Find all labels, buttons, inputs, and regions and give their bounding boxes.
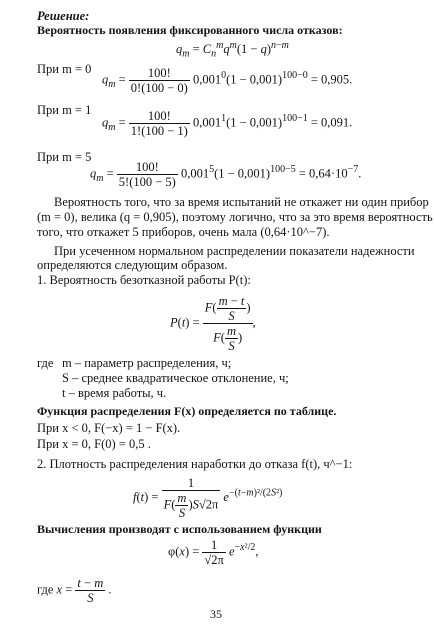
page-number: 35 [210, 607, 222, 621]
condition-negative: При x < 0, F(−x) = 1 − F(x). [37, 421, 181, 435]
legend-m: m – параметр распределения, ч; [62, 356, 232, 370]
legend-s: S – среднее квадратическое отклонение, ч; [62, 371, 289, 385]
where-x: где x = $\frac{t - m}{S}$ . [37, 576, 112, 605]
condition-zero: При x = 0, F(0) = 0,5 . [37, 437, 151, 451]
formula-q-general: $q_m = C_n^mq^m(1 - q)^{n-m}$ [176, 40, 289, 60]
calc-line: Вычисления производят с использованием функции [37, 522, 322, 536]
legend-where: где [37, 356, 54, 370]
formula-case-m1: $q_m$ = $\frac{100!}{1!(100 - 1)}$ $0,001^1(1 - 0,001)^{100-1} = 0,091$. [102, 109, 353, 138]
function-line: Функция распределения F(x) определяется по таблице. [37, 404, 337, 418]
case-m5-label: При m = 5 [37, 150, 92, 164]
conclusion-line-1: Вероятность того, что за время испытаний не откажет ни один прибор [54, 195, 429, 209]
case-m0-label: При m = 0 [37, 62, 92, 76]
item-1-title: 1. Вероятность безотказной работы P(t): [37, 273, 251, 287]
formula-reliability: P(t) = F( $\frac{m - t}{S}$ ) F( $\frac{m}{S}$ ) , [170, 294, 256, 353]
formula-case-m5: $q_m$ = $\frac{100!}{5!(100 - 5)}$ $0,001^5(1 - 0,001)^{100-5} = 0,64\cdot 10^{-7}$. [90, 160, 362, 189]
conclusion-line-2: (m = 0), велика (q = 0,905), поэтому логично, что за это время вероятность [37, 210, 433, 224]
heading: Решение: [37, 9, 90, 23]
case-m1-label: При m = 1 [37, 103, 92, 117]
truncated-line-2: определяются следующим образом. [37, 258, 228, 272]
truncated-line-1: При усеченном нормальном распределении показатели надежности [54, 244, 415, 258]
formula-phi: φ(x) = $\frac{1}{√2\pi}$ $e^{-x^2/2}$, [168, 538, 259, 567]
legend-t: t – время работы, ч. [62, 386, 167, 400]
subheading: Вероятность появления фиксированного числа отказов: [37, 23, 343, 37]
formula-density: f(t) = 1 F( $\frac{m}{S}$ )S√2π $e^{-(t-m)^2/(2S^2)}$ [133, 476, 283, 520]
conclusion-line-3: того, что откажет 5 приборов, очень мала (0,64·10^−7). [37, 225, 330, 239]
formula-case-m0: $q_m$ = $\frac{100!}{0!(100 - 0)}$ $0,001^0(1 - 0,001)^{100-0} = 0,905$. [102, 66, 353, 95]
item-2-title: 2. Плотность распределения наработки до отказа f(t), ч^−1: [37, 457, 353, 471]
